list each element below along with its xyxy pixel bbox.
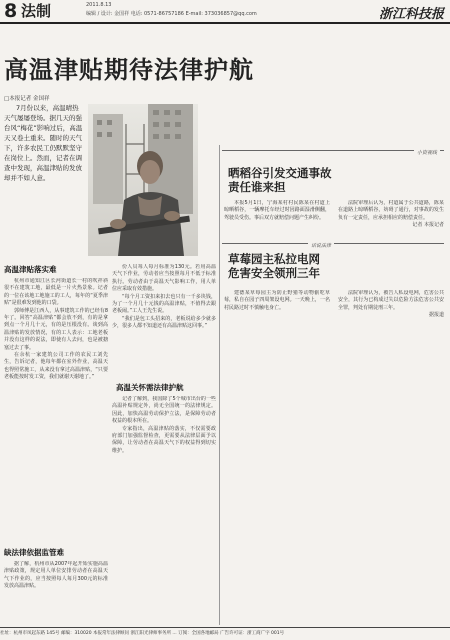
paragraph: “我们是包工头招来的，老板说给多少就多少，很多人都不知道还有高温津贴这回事。” bbox=[112, 315, 216, 330]
column-divider bbox=[219, 145, 220, 625]
section3-heading: 高温关怀需法律护航 bbox=[116, 383, 184, 392]
section-tag: 小资视线 bbox=[414, 149, 440, 156]
reporter: 据报道 bbox=[428, 312, 444, 319]
paragraph: 据了解，杭州市从2007年起开始实施高温津贴政策，规定用人单位安排劳动者在高温天气下作业的，应当按照每人每月300元的标准发放高温津贴。 bbox=[4, 561, 108, 590]
byline: □本报记者 金国祥 bbox=[4, 96, 50, 102]
right-top-title: 晒稻谷引发交通事故 责任谁来担 bbox=[228, 166, 332, 194]
section2-body bbox=[4, 561, 108, 623]
right-mid-body bbox=[224, 290, 444, 624]
paragraph: 法院审理后认为，村道属于公共道路，陈某在道路上晾晒稻谷，妨碍了通行，对事故的发生负有一定责任，应承担相应的赔偿责任。 bbox=[338, 200, 444, 221]
column2-body bbox=[112, 264, 216, 376]
footer: 社址：杭州市凤起东路 145号 邮编：310020 本报常年法律顾问 浙江阳光律师事务所 ... 订阅：全国各地邮局 广告许可证：浙工商广字 001号 bbox=[0, 627, 450, 640]
issue-date: 2011.8.13 bbox=[86, 2, 112, 8]
editor-contacts: 编辑 / 设计: 金国祥 电话: 0571-86757186 E-mail: 373036857@qq.com bbox=[86, 11, 257, 17]
section1-body bbox=[4, 278, 108, 508]
headline: 高温津贴期待法律护航 bbox=[4, 56, 254, 84]
reporter: 记者 本报记者 bbox=[412, 222, 444, 229]
worker-photo bbox=[88, 104, 198, 256]
section1-heading: 高温津贴落实难 bbox=[4, 265, 57, 274]
divider bbox=[222, 150, 444, 151]
paragraph: 法院审理认为，被告人私设电网，危害公共安全，其行为已构成过失以危险方法危害公共安全罪，判处有期徒刑三年。 bbox=[338, 290, 444, 311]
right-mid-title: 草莓园主私拉电网 危害安全领刑三年 bbox=[228, 252, 320, 280]
lead-paragraph bbox=[4, 103, 84, 183]
page-number: 8 bbox=[4, 0, 18, 22]
section-name: 法制 bbox=[21, 2, 52, 20]
paragraph: “每个月工资扣来扣去也只有一千多块钱，为了一个月几十元钱的高温津贴，不值得去跟老板闹。”工人王先生说。 bbox=[112, 293, 216, 315]
section3-body bbox=[112, 396, 216, 624]
paragraph: 份人员每人每月标准为130元。若用高温天气下作业，劳动者应当按照每月不低于标准执行。劳动者由于高温天气影响工作，用人单位应采取有效措施。 bbox=[112, 264, 216, 293]
paragraph: 建德某草莓园主为防止野猪等动物偷吃草莓，私自在园子四周架设电网。一天晚上，一名村民路过时不慎触电身亡。 bbox=[224, 290, 330, 311]
paragraph: 在余杭一家建筑公司工作的农民工刘先生，告诉记者，他每年都在室外作业，高温天也得照常施工，从来没有拿过高温津贴，“只要老板能按时发工资，我们就谢天谢地了。” bbox=[4, 352, 108, 381]
paragraph: 郭师傅是江西人，从事建筑工作的已经有8年了。回答“高温津贴”都会放不到，有的是拿到点一个月几十元，有的是压根没有。谈到高温津贴的发放情况，有的工人表示：工地老板并没有这样的说法，即使有人去问，也是被搪塞过去了事。 bbox=[4, 307, 108, 351]
paragraph: 记者了解到，我国除了5个城市出台的一些高温补贴规定外，尚无全国统一的法律规定。因此，加快高温劳动保护立法，是保障劳动者权益的根本所在。 bbox=[112, 396, 216, 425]
section-tag: 话说法律 bbox=[308, 242, 334, 249]
paragraph: 专家指出，高温津贴的落实，不仅需要政府部门加强监督检查，更需要从法律层面予以保障，让劳动者在高温天气下的权益得到切实维护。 bbox=[112, 425, 216, 454]
masthead bbox=[0, 0, 450, 24]
right-mid-tag-bar bbox=[222, 243, 444, 249]
construction-worker-image bbox=[88, 104, 198, 256]
section2-heading: 缺法律依据监管难 bbox=[4, 548, 64, 557]
right-top-tag-bar bbox=[222, 150, 444, 156]
lead-text: 7月份以来，高温晴热天气屡屡登场。据几天的强台风“梅花”影响过后，高温天又卷土重来。随时的天气下，许多农民工仍默默坚守在岗位上。然而，记者在调查中发现，高温津贴的发放却并不如人意。 bbox=[4, 104, 83, 182]
paragraph: 本报5月1日，宁海某村村民陈某在村道上晾晒稻谷，一辆摩托车经过时因路面湿滑侧翻，驾驶员受伤。事后双方就赔偿问题产生纠纷。 bbox=[224, 200, 330, 221]
paper-logo: 浙江科技报 bbox=[378, 7, 444, 22]
paragraph: 杭州市通知江区长河街道长一村的吹祥斜很不在建筑工地，最低是一片火热景象。记者的一位在该地工地施工的工人，每年的“夏季津贴”是很难发到他的口袋。 bbox=[4, 278, 108, 307]
